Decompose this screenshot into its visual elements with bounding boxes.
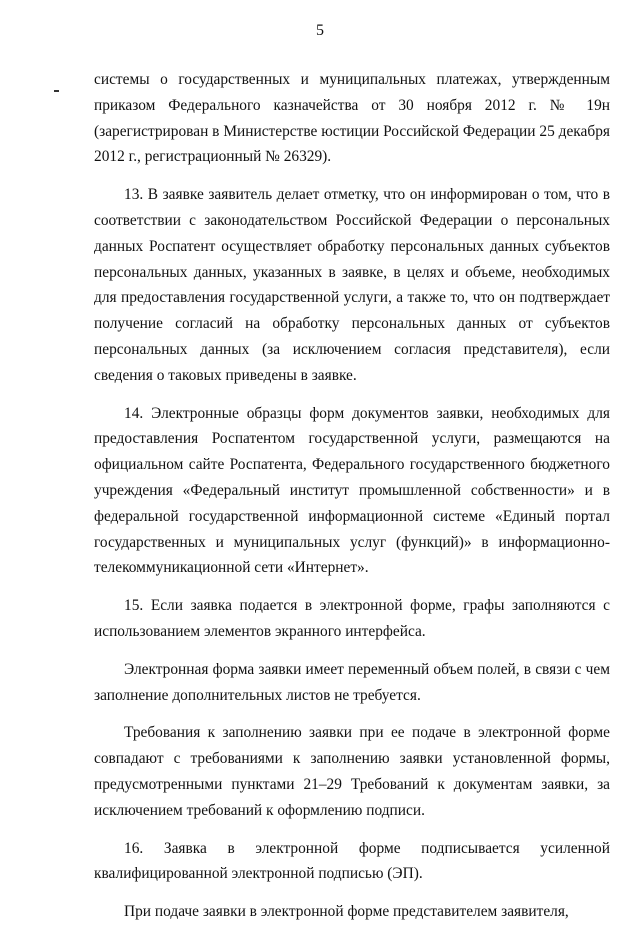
paragraph-14: 14. Электронные образцы форм документов заявки, необходимых для предоставления Роспатентом государственной услуги, размещаются на официальном сайте Роспатента, Федерального государственного бюджетного учреждения «Федеральный институт промышленной собственности» и в федеральной государственной информационной системе «Единый портал государственных и муниципальных услуг (функций)» в информационно-телекоммуникационной сети «Интернет». [94,404,610,577]
paragraph-requirements: Требования к заполнению заявки при ее подаче в электронной форме совпадают с требованиями к заполнению заявки установленной формы, предусмотренными пунктами 21–29 Требований к документам заявки, за исключением требований к оформлению подписи. [94,724,610,819]
margin-mark [54,90,59,92]
paragraph-continuation: системы о государственных и муниципальных платежах, утвержденным приказом Федерального казначейства от 30 ноября 2012 г. № 19н (зарегистрирован в Министерстве юстиции Российской Федерации 25 декабря 2012 г., регистрационный № 26329). [94,71,610,166]
paragraph-15: 15. Если заявка подается в электронной форме, графы заполняются с использованием элементов экранного интерфейса. [94,597,610,640]
paragraph-representative: При подаче заявки в электронной форме представителем заявителя, [124,903,569,921]
document-body [94,67,610,937]
paragraph-13: 13. В заявке заявитель делает отметку, что он информирован о том, что в соответствии с законодательством Российской Федерации о персональных данных Роспатент осуществляет обработку персональных данных субъектов персональных данных, указанных в заявке, в целях и объеме, необходимых для предоставления государственной услуги, а также то, что он подтверждает получение согласий на обработку персональных данных от субъектов персональных данных (за исключением согласия представителя), если сведения о таковых приведены в заявке. [94,186,610,384]
paragraph-electronic-form: Электронная форма заявки имеет переменный объем полей, в связи с чем заполнение дополнительных листов не требуется. [94,660,610,704]
page-number: 5 [316,22,324,39]
paragraph-16: 16. Заявка в электронной форме подписывается усиленной квалифицированной электронной подписью (ЭП). [94,839,610,883]
